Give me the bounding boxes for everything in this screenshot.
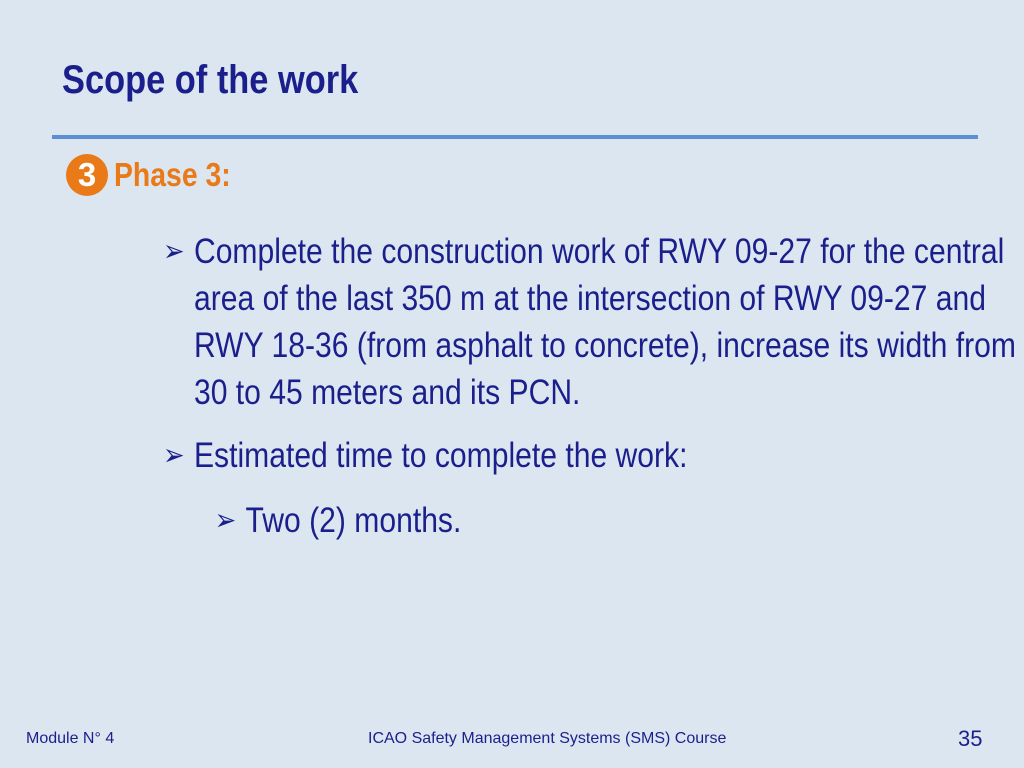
slide-title: Scope of the work [62, 58, 359, 102]
phase-heading [66, 150, 250, 200]
bullet-text: Complete the construction work of RWY 09-27 for the central area of the last 350 m at the intersection of RWY 09-27 and RWY 18-36 (from asphalt to concrete), increase its width from 30 to 45 meters and its PCN. [193, 232, 1016, 412]
bullet-item-construction [163, 228, 1023, 416]
phase-label: Phase 3: [114, 156, 231, 193]
title-divider [52, 135, 978, 139]
footer-module: Module N° 4 [26, 730, 115, 747]
bullet-list [163, 228, 1023, 544]
bullet-item-estimated-time [163, 432, 1023, 479]
bullet-text: Two (2) months. [245, 501, 462, 540]
bullet-item-duration [215, 497, 1023, 544]
footer-course-title: ICAO Safety Management Systems (SMS) Course [368, 730, 727, 747]
arrow-bullet-icon: ➢ [163, 235, 185, 268]
number-three-icon: 3 [66, 154, 108, 196]
page-number: 35 [958, 726, 983, 751]
arrow-bullet-icon: ➢ [214, 504, 237, 537]
bullet-text: Estimated time to complete the work: [193, 436, 688, 475]
arrow-bullet-icon: ➢ [163, 439, 185, 472]
